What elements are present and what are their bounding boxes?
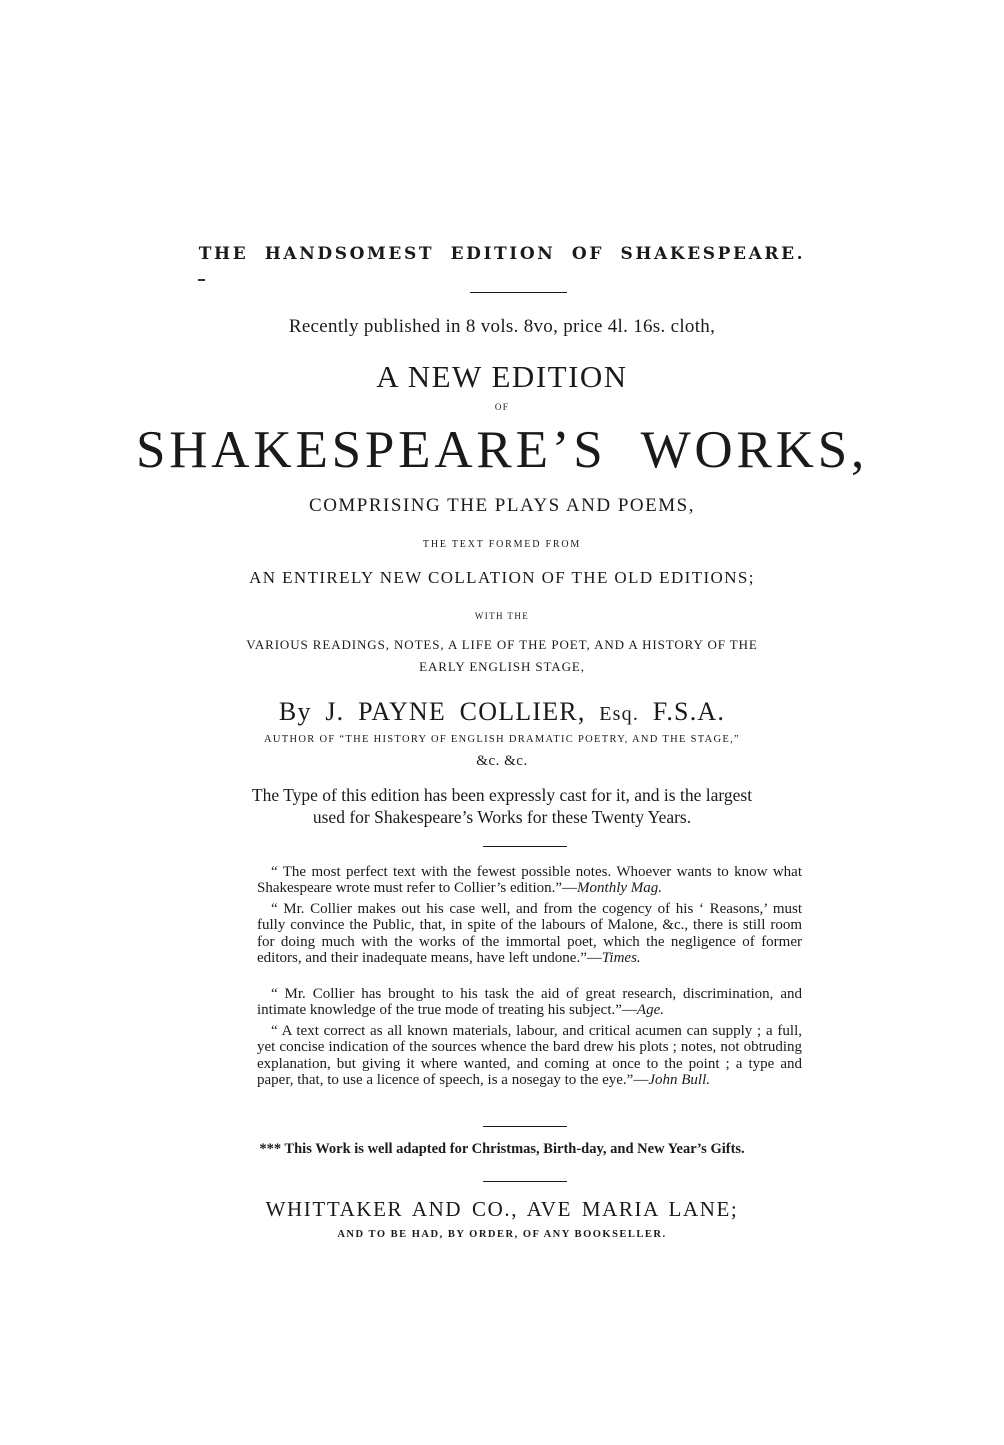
- review-source: Monthly Mag.: [577, 880, 663, 897]
- text-formed-line: THE TEXT FORMED FROM: [422, 539, 582, 550]
- byline: [0, 699, 1004, 725]
- review-times: [257, 901, 802, 967]
- with-the-line: WITH THE: [474, 611, 530, 621]
- review-text: “ The most perfect text with the fewest possible notes. Whoever wants to know what Shakespeare wrote must refer to Collier’s edition.”—: [257, 864, 802, 897]
- main-title: SHAKESPEARE’S WORKS,: [135, 421, 869, 479]
- collation-line: AN ENTIRELY NEW COLLATION OF THE OLD EDITIONS;: [249, 568, 755, 587]
- early-stage-line: EARLY ENGLISH STAGE,: [419, 659, 585, 674]
- type-note-line-1: The Type of this edition has been expressly cast for it, and is the largest: [251, 785, 753, 805]
- byline-esq: Esq.: [599, 703, 640, 725]
- byline-by: By: [278, 697, 312, 726]
- divider-rule: [470, 292, 567, 293]
- author-of-line: AUTHOR OF “THE HISTORY OF ENGLISH DRAMATIC POETRY, AND THE STAGE,”: [263, 734, 740, 745]
- review-source: John Bull.: [648, 1072, 710, 1089]
- divider-rule: [483, 1181, 567, 1182]
- stray-mark: [198, 279, 205, 281]
- of-label: OF: [494, 402, 510, 412]
- bookseller-line: AND TO BE HAD, BY ORDER, OF ANY BOOKSELLER.: [337, 1229, 667, 1240]
- review-source: Age.: [636, 1002, 664, 1019]
- divider-rule: [483, 846, 567, 847]
- etc-line: &c. &c.: [476, 753, 528, 769]
- headline: THE HANDSOMEST EDITION OF SHAKESPEARE.: [198, 244, 806, 264]
- publisher-line: WHITTAKER AND CO., AVE MARIA LANE;: [265, 1197, 739, 1221]
- review-john-bull: [257, 1023, 802, 1089]
- new-edition-heading: A NEW EDITION: [376, 359, 628, 394]
- type-note-line-2: used for Shakespeare’s Works for these Twenty Years.: [312, 807, 692, 827]
- review-text: “ Mr. Collier has brought to his task the aid of great research, discrimination, and intimate knowledge of the true mode of treating his subject.”—: [257, 986, 802, 1019]
- comprising-line: COMPRISING THE PLAYS AND POEMS,: [309, 495, 695, 516]
- gifts-note: *** This Work is well adapted for Christmas, Birth-day, and New Year’s Gifts.: [259, 1141, 745, 1157]
- byline-author: J. PAYNE COLLIER,: [325, 697, 586, 726]
- review-text: “ A text correct as all known materials, labour, and critical acumen can supply ; a full, yet concise indication of the sources whence the bard drew his plots ; notes, not obtruding explanation, but giving it where wanted, and coming at once to the point ; a type and paper, that, to use a licence of speech, is a nosegay to the eye.”—: [257, 1023, 802, 1089]
- review-age: [257, 986, 802, 1019]
- byline-fsa: F.S.A.: [652, 697, 726, 726]
- published-line: Recently published in 8 vols. 8vo, price 4l. 16s. cloth,: [288, 316, 716, 337]
- review-text: “ Mr. Collier makes out his case well, and from the cogency of his ‘ Reasons,’ must fully convince the Public, that, in spite of the labours of Malone, &c., there is still room for doing much with the works of the immortal poet, which the negligence of former editors, and their inadequate means, have left undone.”—: [257, 901, 802, 967]
- review-source: Times.: [601, 950, 641, 967]
- review-monthly-mag: [257, 864, 802, 897]
- divider-rule: [483, 1126, 567, 1127]
- various-readings-line: VARIOUS READINGS, NOTES, A LIFE OF THE POET, AND A HISTORY OF THE: [246, 637, 758, 652]
